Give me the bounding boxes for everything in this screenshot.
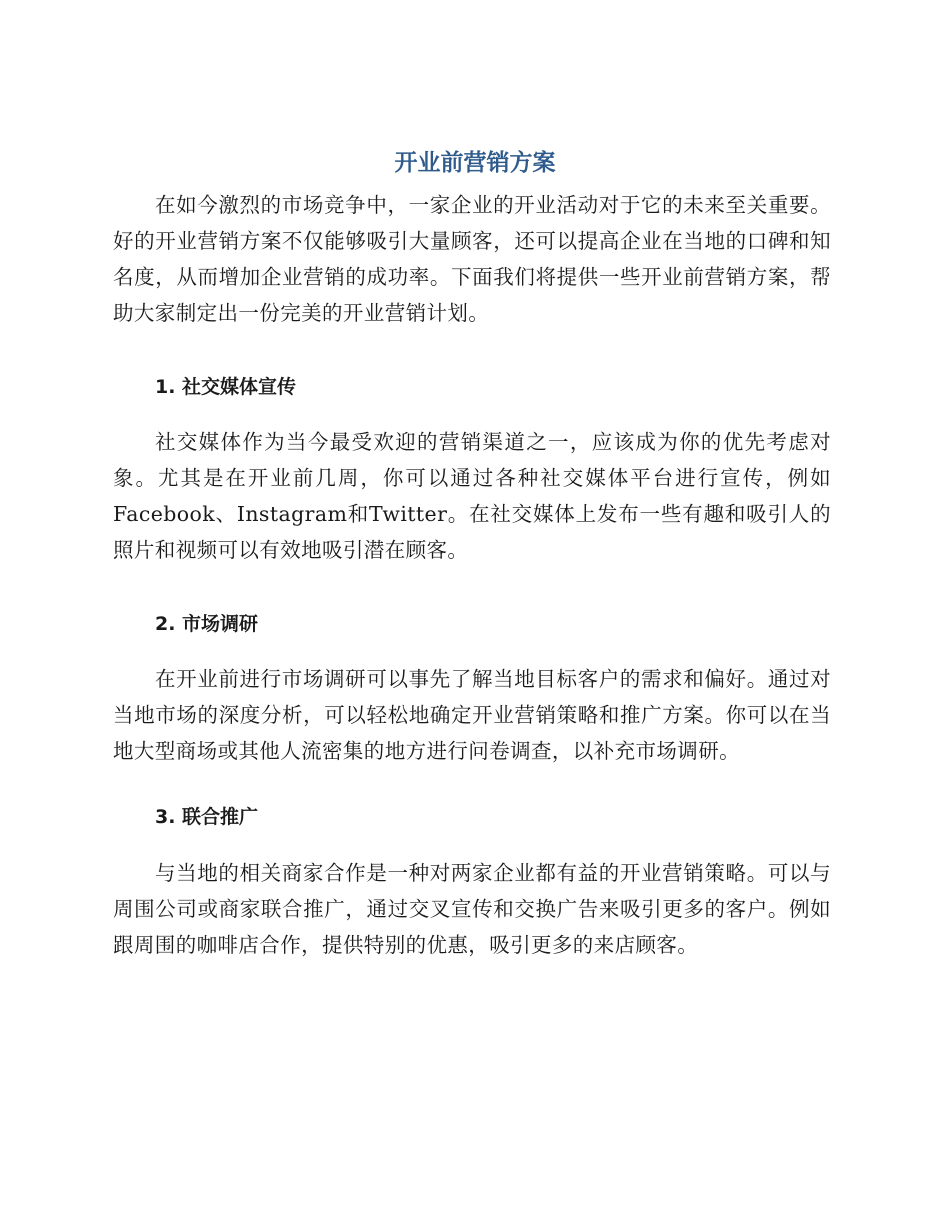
- section-heading-market-research: 2. 市场调研: [155, 613, 259, 635]
- intro-paragraph: 在如今激烈的市场竞争中，一家企业的开业活动对于它的未来至关重要。好的开业营销方案不仅能够吸引大量顾客，还可以提高企业在当地的口碑和知名度，从而增加企业营销的成功率。下面我们将提供一些开业前营销方案，帮助大家制定出一份完美的开业营销计划。: [113, 193, 831, 325]
- document-title: 开业前营销方案: [394, 150, 556, 176]
- section-body-social-media: 社交媒体作为当今最受欢迎的营销渠道之一，应该成为你的优先考虑对象。尤其是在开业前几周，你可以通过各种社交媒体平台进行宣传，例如Facebook、Instagram和Twitter。在社交媒体上发布一些有趣和吸引人的照片和视频可以有效地吸引潜在顾客。: [113, 430, 831, 562]
- section-body-market-research: 在开业前进行市场调研可以事先了解当地目标客户的需求和偏好。通过对当地市场的深度分析，可以轻松地确定开业营销策略和推广方案。你可以在当地大型商场或其他人流密集的地方进行问卷调查，以补充市场调研。: [113, 667, 831, 763]
- section-heading-joint-promotion: 3. 联合推广: [155, 806, 259, 828]
- section-heading-social-media: 1. 社交媒体宣传: [155, 376, 297, 398]
- section-body-joint-promotion: 与当地的相关商家合作是一种对两家企业都有益的开业营销策略。可以与周围公司或商家联合推广，通过交叉宣传和交换广告来吸引更多的客户。例如跟周围的咖啡店合作，提供特别的优惠，吸引更多的来店顾客。: [113, 861, 831, 957]
